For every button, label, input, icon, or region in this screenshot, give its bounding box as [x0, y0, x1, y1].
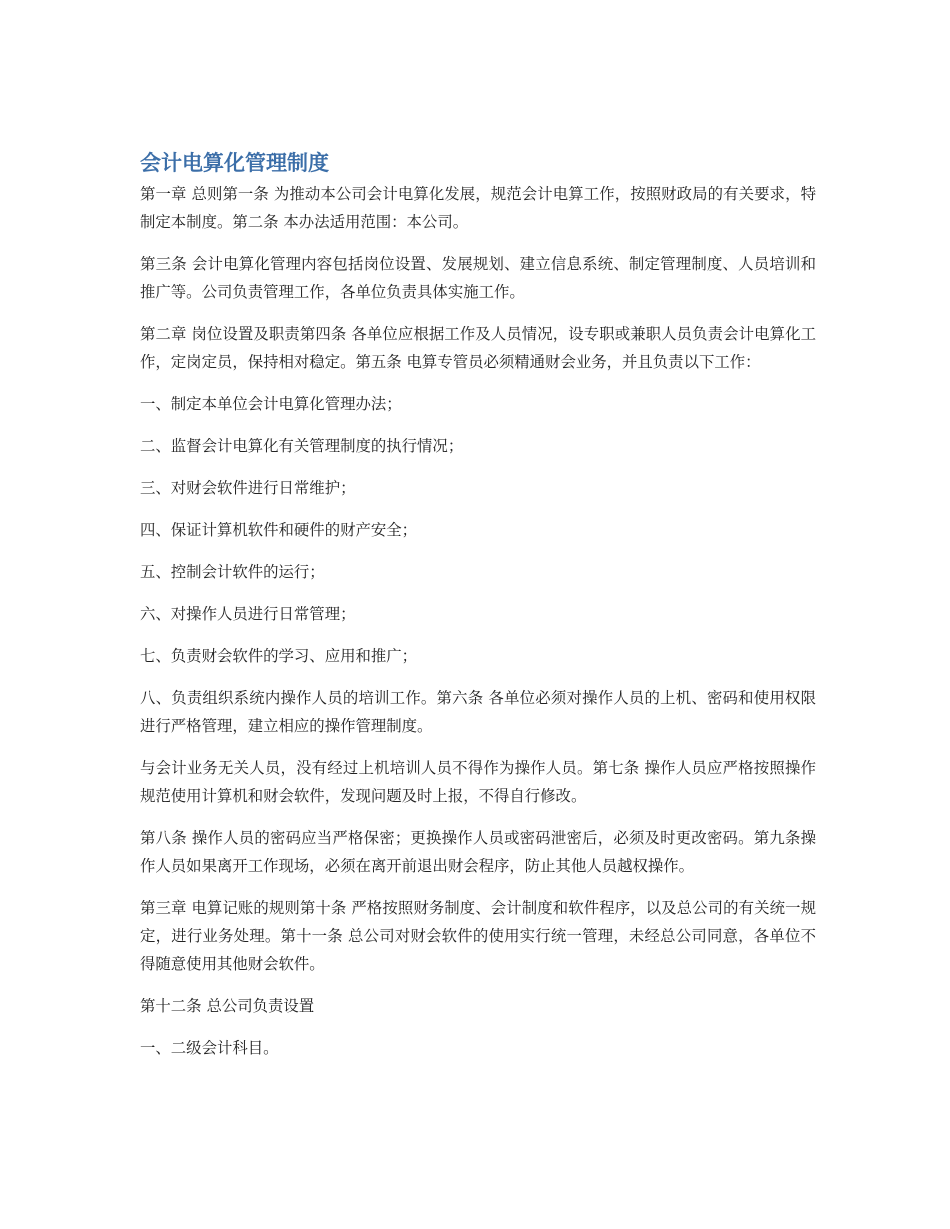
- paragraph: 第三章 电算记账的规则第十条 严格按照财务制度、会计制度和软件程序，以及总公司的有关统一规定，进行业务处理。第十一条 总公司对财会软件的使用实行统一管理，未经总公司同意，各单位不得随意使用其他财会软件。: [140, 899, 816, 973]
- list-item: 七、负责财会软件的学习、应用和推广；: [140, 647, 418, 665]
- list-item: 五、控制会计软件的运行；: [140, 563, 325, 581]
- list-item: 二、监督会计电算化有关管理制度的执行情况；: [140, 437, 464, 455]
- list-item: 六、对操作人员进行日常管理；: [140, 605, 356, 623]
- document-title: 会计电算化管理制度: [140, 151, 329, 175]
- list-item: 一、二级会计科目。: [140, 1039, 279, 1057]
- paragraph: 第十二条 总公司负责设置: [140, 997, 315, 1015]
- list-item: 三、对财会软件进行日常维护；: [140, 479, 356, 497]
- paragraph: 第八条 操作人员的密码应当严格保密；更换操作人员或密码泄密后，必须及时更改密码。第九条操作人员如果离开工作现场，必须在离开前退出财会程序，防止其他人员越权操作。: [140, 829, 816, 875]
- paragraph: 八、负责组织系统内操作人员的培训工作。第六条 各单位必须对操作人员的上机、密码和使用权限进行严格管理，建立相应的操作管理制度。: [140, 689, 816, 735]
- paragraph: 第二章 岗位设置及职责第四条 各单位应根据工作及人员情况，设专职或兼职人员负责会计电算化工作，定岗定员，保持相对稳定。第五条 电算专管员必须精通财会业务，并且负责以下工作：: [140, 325, 816, 371]
- list-item: 四、保证计算机软件和硬件的财产安全；: [140, 521, 418, 539]
- paragraph: 第一章 总则第一条 为推动本公司会计电算化发展，规范会计电算工作，按照财政局的有关要求，特制定本制度。第二条 本办法适用范围：本公司。: [140, 185, 816, 231]
- document-page: [140, 146, 816, 1076]
- paragraph: 第三条 会计电算化管理内容包括岗位设置、发展规划、建立信息系统、制定管理制度、人员培训和推广等。公司负责管理工作，各单位负责具体实施工作。: [140, 255, 816, 301]
- list-item: 一、制定本单位会计电算化管理办法；: [140, 395, 402, 413]
- paragraph: 与会计业务无关人员，没有经过上机培训人员不得作为操作人员。第七条 操作人员应严格按照操作规范使用计算机和财会软件，发现问题及时上报，不得自行修改。: [140, 759, 816, 805]
